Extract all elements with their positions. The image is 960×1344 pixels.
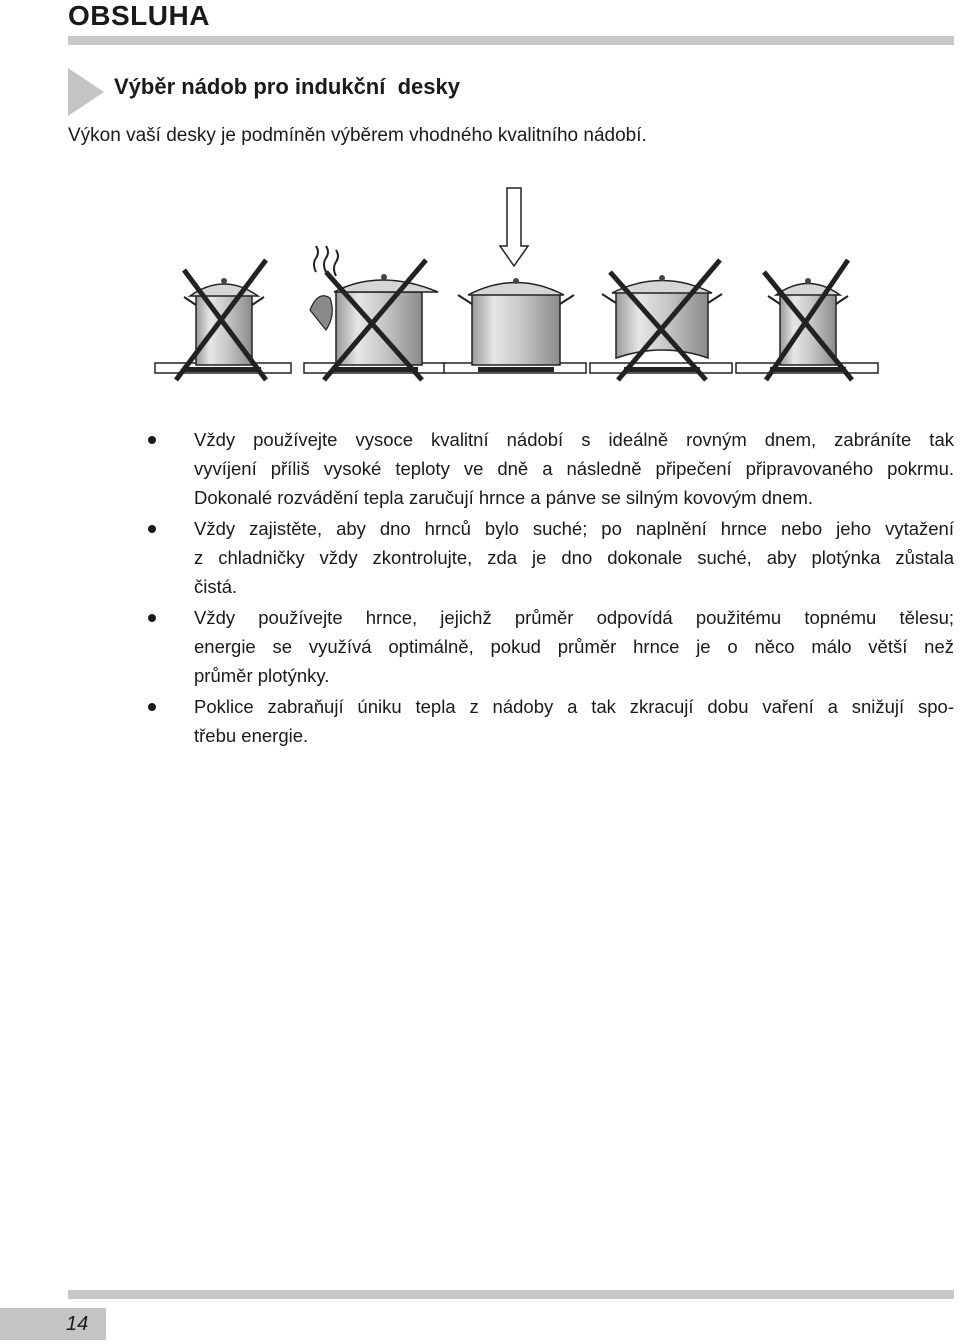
page-number-tab bbox=[0, 1308, 106, 1340]
section-heading: Výběr nádob pro indukční desky bbox=[114, 74, 460, 99]
bullet-line: Dokonalé rozvádění tepla zaručují hrnce a pánve se silným kovovým dnem. bbox=[194, 487, 814, 508]
cookware-illustration bbox=[140, 180, 890, 385]
bullet-line: Vždy používejte vysoce kvalitní nádobí s ideálně rovným dnem, zabráníte tak bbox=[194, 429, 954, 450]
page-number: 14 bbox=[66, 1313, 89, 1335]
bullet-line: Vždy používejte hrnce, jejichž průměr odpovídá použitému topnému tělesu; bbox=[194, 607, 954, 628]
footer-divider bbox=[68, 1290, 954, 1299]
bullet-dot-icon bbox=[148, 703, 156, 711]
warped-bottom-pot-icon bbox=[590, 275, 732, 373]
bullet-line: průměr plotýnky. bbox=[194, 665, 330, 686]
bullet-line: Poklice zabraňují úniku tepla z nádoby a tak zkracují dobu vaření a snižují spo- bbox=[194, 696, 954, 717]
bullet-dot-icon bbox=[148, 525, 156, 533]
bullet-item bbox=[148, 692, 954, 750]
bullet-line: energie se využívá optimálně, pokud průměr hrnce je o něco málo větší než bbox=[194, 636, 954, 657]
bullet-item bbox=[148, 514, 954, 601]
bullet-line: třebu energie. bbox=[194, 725, 309, 746]
correct-pot-icon bbox=[444, 278, 586, 373]
bullet-dot-icon bbox=[148, 436, 156, 444]
bullet-line: vyvíjení příliš vysoké teploty ve dně a následně připečení připravovaného pokrmu. bbox=[194, 458, 954, 479]
bullet-list bbox=[148, 425, 954, 752]
bullet-line: čistá. bbox=[194, 576, 238, 597]
bullet-item bbox=[148, 425, 954, 512]
bullet-item bbox=[148, 603, 954, 690]
section-arrow-icon bbox=[68, 68, 104, 116]
title-divider bbox=[68, 36, 954, 45]
intro-text: Výkon vaší desky je podmíněn výběrem vhodného kvalitního nádobí. bbox=[68, 125, 647, 146]
bullet-line: z chladničky vždy zkontrolujte, zda je dno dokonale suché, aby plotýnka zůstala bbox=[194, 547, 954, 568]
page-title: OBSLUHA bbox=[68, 0, 210, 31]
arrow-down-icon bbox=[500, 188, 528, 266]
bullet-line: Vždy zajistěte, aby dno hrnců bylo suché; po naplnění hrnce nebo jeho vytažení bbox=[194, 518, 954, 539]
bullet-dot-icon bbox=[148, 614, 156, 622]
